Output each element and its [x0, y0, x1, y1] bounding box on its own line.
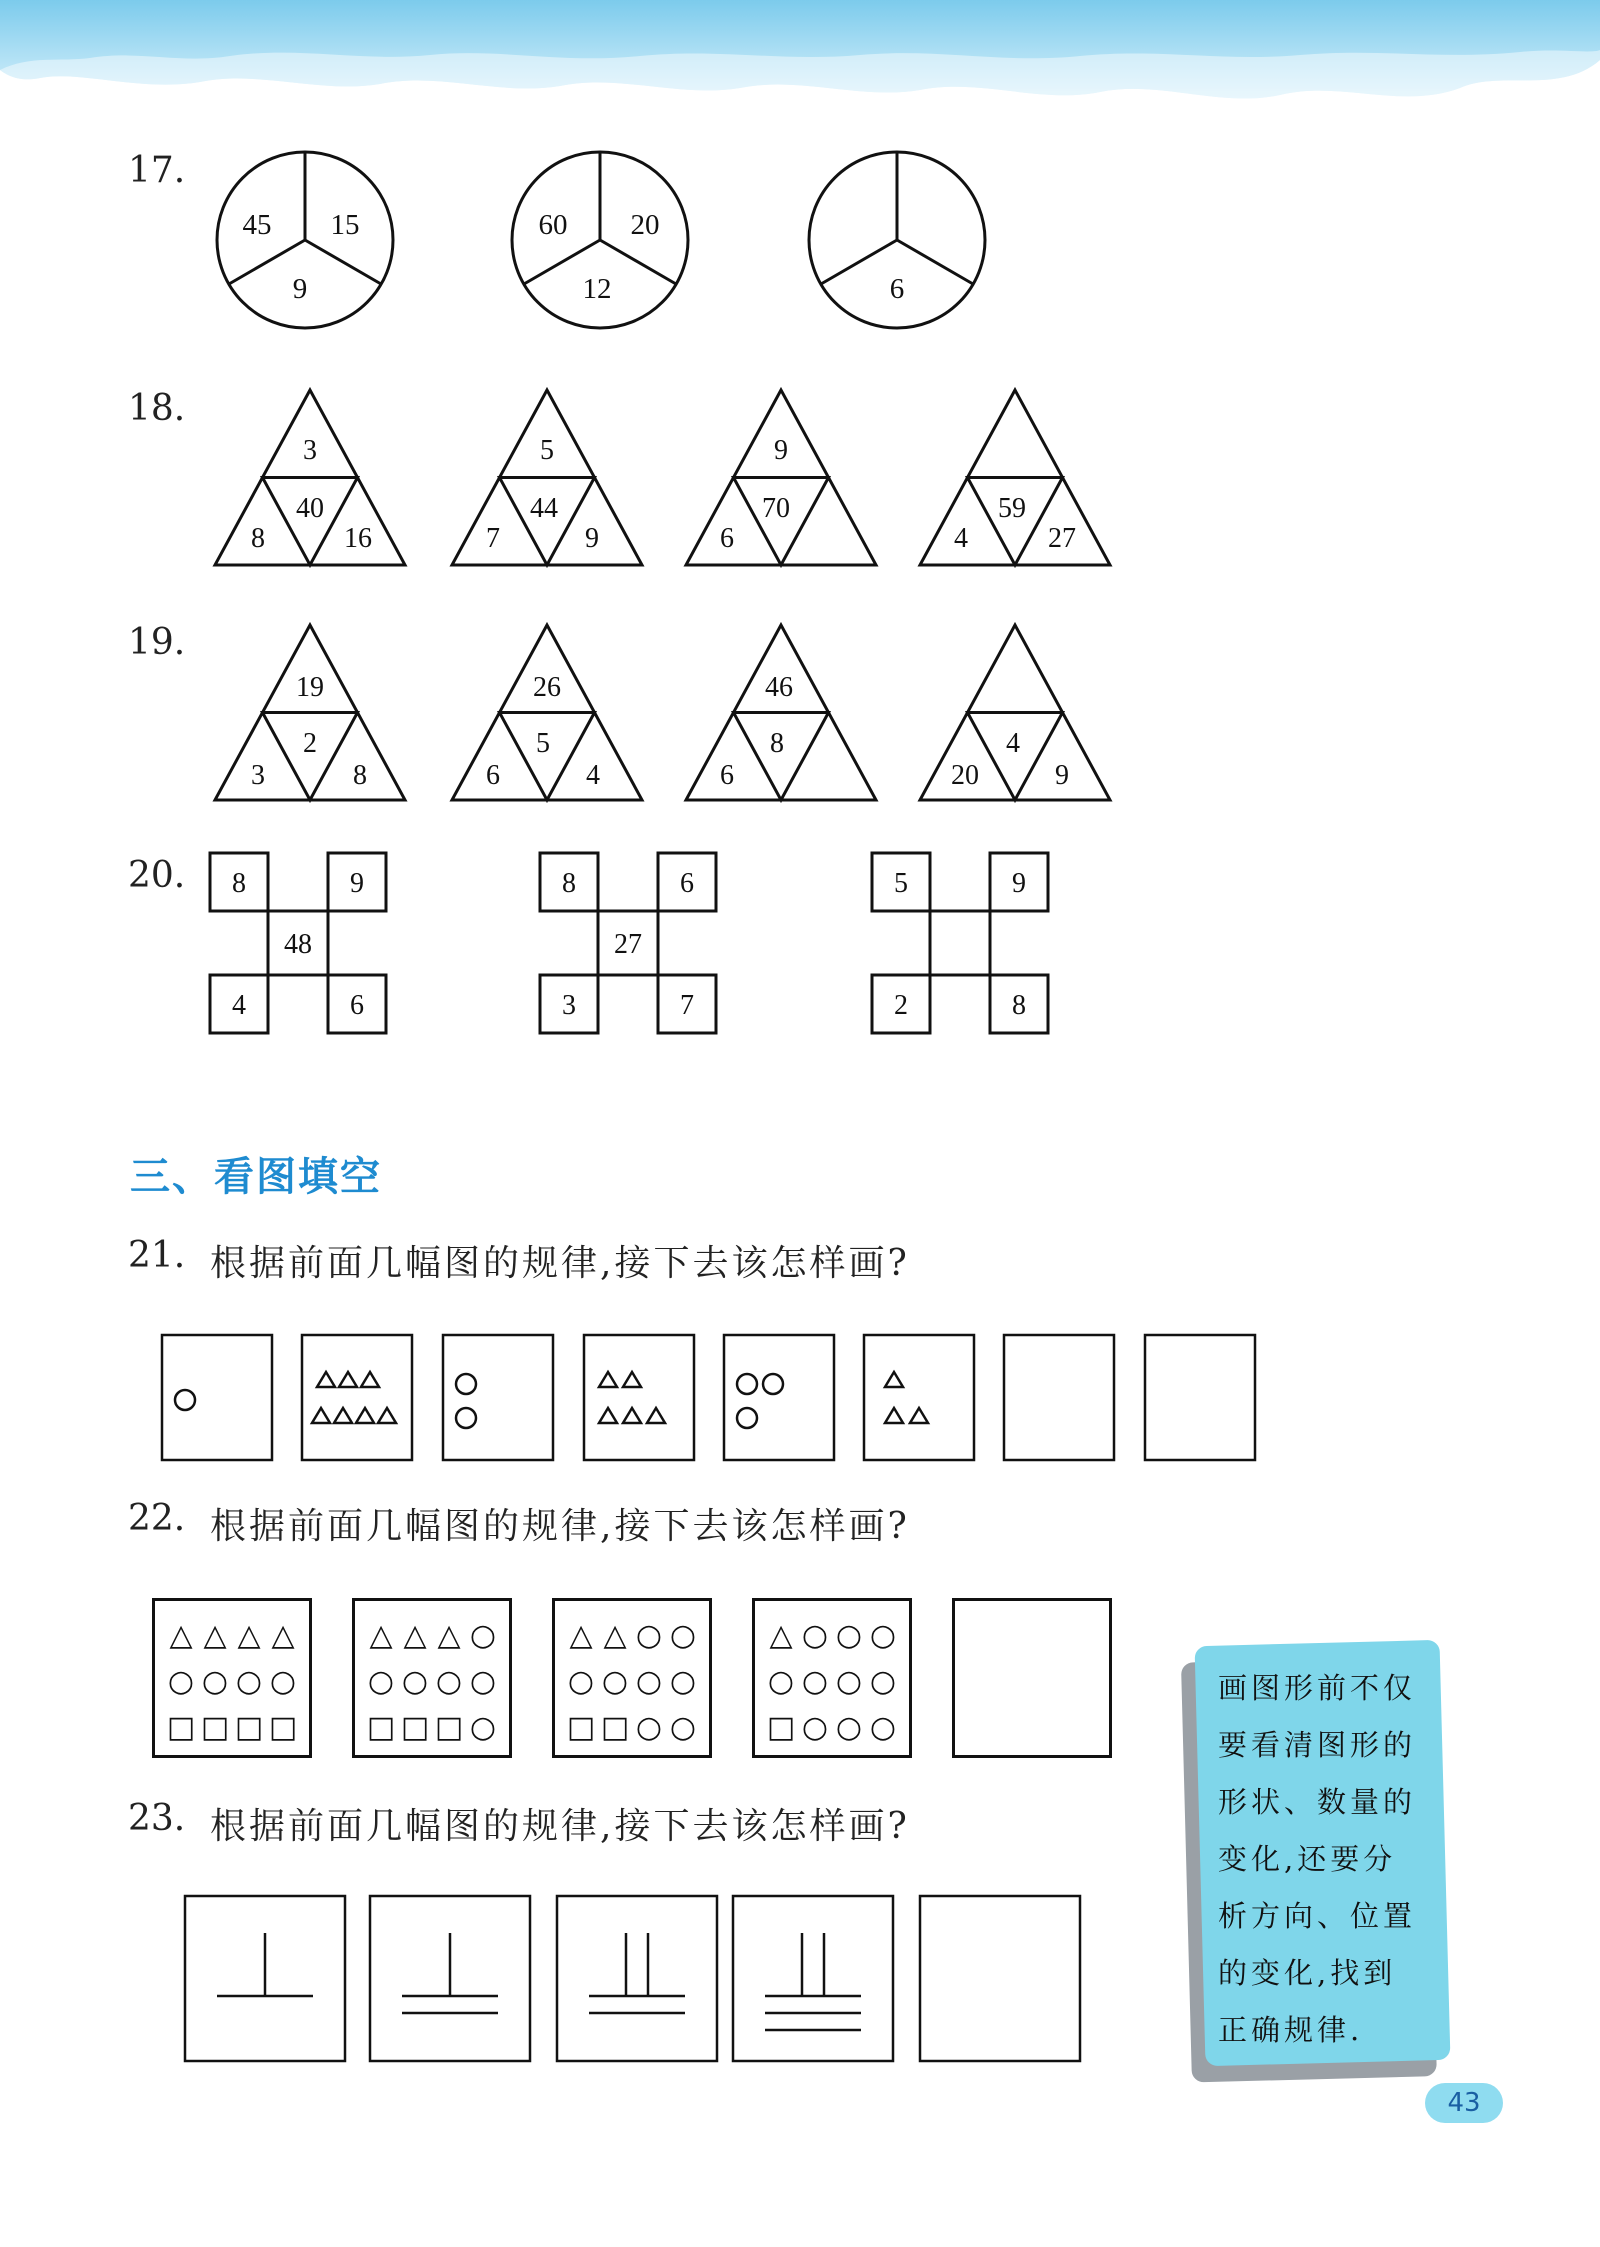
question-22-number: 22. — [128, 1498, 186, 1539]
q22-symbol: △ — [769, 1618, 793, 1653]
q22-symbol: ○ — [601, 1664, 629, 1699]
q22-panel — [552, 1598, 712, 1758]
q22-symbol: ○ — [269, 1664, 297, 1699]
q20-g3-tr: 9 — [1012, 868, 1026, 899]
q20-g2-tr: 6 — [680, 868, 694, 899]
tip-text — [1218, 1660, 1438, 2059]
q17-c2-left: 60 — [538, 209, 568, 241]
q22-symbol: □ — [400, 1710, 430, 1745]
question-23-number: 23. — [128, 1798, 186, 1839]
q22-symbol: ○ — [635, 1664, 663, 1699]
q17-c2-right: 20 — [630, 209, 660, 241]
q22-symbol: ○ — [669, 1664, 697, 1699]
q22-symbol: ○ — [201, 1664, 229, 1699]
q22-symbol: ○ — [167, 1664, 195, 1699]
q22-symbol: □ — [200, 1710, 230, 1745]
q17-c1-bottom: 9 — [292, 273, 308, 305]
q20-grid-puzzles — [200, 848, 1100, 1048]
q22-symbol: ○ — [669, 1710, 697, 1745]
section-title: 三、看图填空 — [130, 1154, 382, 1200]
q22-symbol-row — [355, 1705, 509, 1751]
q21-panel-1 — [162, 1335, 272, 1460]
q18-t2-top: 5 — [540, 435, 554, 466]
q22-symbol: △ — [437, 1618, 461, 1653]
q21-answer-box-2 — [1145, 1335, 1255, 1460]
q22-symbol-row — [755, 1705, 909, 1751]
q22-symbol: △ — [603, 1618, 627, 1653]
q18-t4-right: 27 — [1048, 523, 1076, 554]
q17-circle-puzzles — [195, 145, 1025, 345]
tip-line: 要看清图形的 — [1218, 1728, 1417, 1762]
q20-g2-br: 7 — [680, 990, 694, 1021]
q22-symbol: ○ — [367, 1664, 395, 1699]
q22-panel — [352, 1598, 512, 1758]
q18-triangle-4 — [920, 390, 1110, 565]
tip-line: 画图形前不仅 — [1218, 1671, 1417, 1705]
q21-panel-3 — [443, 1335, 553, 1460]
q22-symbol: ○ — [835, 1664, 863, 1699]
q23-panel-4 — [733, 1896, 893, 2061]
q22-symbol-row — [155, 1613, 309, 1659]
q21-panel-5 — [724, 1335, 834, 1460]
sky-header-decoration — [0, 0, 1600, 120]
q18-t2-center: 44 — [530, 493, 558, 524]
q18-t3-top: 9 — [774, 435, 788, 466]
q19-t1-center: 2 — [303, 728, 317, 759]
q20-g3-bl: 2 — [894, 990, 908, 1021]
question-17-number: 17. — [128, 150, 186, 191]
q22-symbol-row — [555, 1705, 709, 1751]
q22-symbol-row — [355, 1659, 509, 1705]
q22-symbol: ○ — [767, 1664, 795, 1699]
q22-symbol: □ — [166, 1710, 196, 1745]
question-22-text: 根据前面几幅图的规律,接下去该怎样画? — [210, 1506, 910, 1547]
q22-symbol: △ — [369, 1618, 393, 1653]
q22-symbol-row — [755, 1659, 909, 1705]
q22-symbol-row — [555, 1613, 709, 1659]
q17-c1-left: 45 — [242, 209, 272, 241]
q22-symbol: □ — [600, 1710, 630, 1745]
q19-triangle-2 — [452, 625, 642, 800]
q22-symbol: □ — [434, 1710, 464, 1745]
q21-panel-6 — [864, 1335, 974, 1460]
q19-t4-left: 20 — [951, 760, 979, 791]
question-21-text: 根据前面几幅图的规律,接下去该怎样画? — [210, 1243, 910, 1284]
tip-line: 析方向、位置 — [1218, 1899, 1417, 1933]
q18-t4-left: 4 — [954, 523, 968, 554]
question-18-number: 18. — [128, 388, 186, 429]
q19-triangle-3 — [686, 625, 876, 800]
q22-symbol: ○ — [835, 1710, 863, 1745]
question-21-number: 21. — [128, 1235, 186, 1276]
tip-line: 的变化,找到 — [1218, 1956, 1397, 1990]
q17-c1-right: 15 — [330, 209, 360, 241]
q18-triangle-3 — [686, 390, 876, 565]
q21-panel-2 — [302, 1335, 412, 1460]
q18-t1-top: 3 — [303, 435, 317, 466]
q22-symbol: ○ — [469, 1664, 497, 1699]
q22-symbol: △ — [203, 1618, 227, 1653]
q21-answer-box-1 — [1004, 1335, 1114, 1460]
q18-t3-center: 70 — [762, 493, 790, 524]
q18-t2-right: 9 — [585, 523, 599, 554]
q20-g2-tl: 8 — [562, 868, 576, 899]
q22-symbol: ○ — [801, 1618, 829, 1653]
q22-symbol: ○ — [869, 1664, 897, 1699]
q22-symbol-row — [755, 1613, 909, 1659]
q20-g1-center: 48 — [284, 929, 312, 960]
q22-symbol: ○ — [635, 1710, 663, 1745]
q22-symbol: ○ — [835, 1618, 863, 1653]
q23-answer-box — [920, 1896, 1080, 2061]
q19-t3-top: 46 — [765, 672, 793, 703]
q22-symbol-row — [155, 1705, 309, 1751]
q23-pattern-sequence — [180, 1893, 1085, 2068]
q22-symbol: ○ — [801, 1710, 829, 1745]
q18-t1-left: 8 — [251, 523, 265, 554]
q18-t4-center: 59 — [998, 493, 1026, 524]
q22-panel — [152, 1598, 312, 1758]
q19-t1-left: 3 — [251, 760, 265, 791]
q19-t4-center: 4 — [1006, 728, 1020, 759]
q17-c2-bottom: 12 — [582, 273, 612, 305]
q22-symbol: ○ — [801, 1664, 829, 1699]
q22-symbol: ○ — [401, 1664, 429, 1699]
page-number: 43 — [1425, 2083, 1503, 2123]
q18-t3-left: 6 — [720, 523, 734, 554]
tip-line: 变化,还要分 — [1218, 1842, 1397, 1876]
q18-triangle-2 — [452, 390, 642, 565]
tip-line: 形状、数量的 — [1218, 1785, 1417, 1819]
q22-symbol: △ — [169, 1618, 193, 1653]
q19-t2-top: 26 — [533, 672, 561, 703]
question-19-number: 19. — [128, 622, 186, 663]
q20-g1-bl: 4 — [232, 990, 246, 1021]
q17-c3-bottom: 6 — [889, 273, 905, 305]
question-20-number: 20. — [128, 855, 186, 896]
q22-symbol: □ — [766, 1710, 796, 1745]
q22-symbol: ○ — [567, 1664, 595, 1699]
q22-symbol: □ — [566, 1710, 596, 1745]
q21-panel-4 — [584, 1335, 694, 1460]
q22-symbol: □ — [234, 1710, 264, 1745]
q21-pattern-sequence — [155, 1330, 1265, 1470]
q19-t2-right: 4 — [586, 760, 600, 791]
q22-pattern-sequence — [152, 1595, 1127, 1765]
q22-symbol-row — [155, 1659, 309, 1705]
q23-panel-3 — [557, 1896, 717, 2061]
q18-t1-right: 16 — [344, 523, 372, 554]
q22-symbol: □ — [268, 1710, 298, 1745]
q19-t1-right: 8 — [353, 760, 367, 791]
q22-symbol: ○ — [435, 1664, 463, 1699]
q19-triangle-1 — [215, 625, 405, 800]
q19-t2-left: 6 — [486, 760, 500, 791]
q19-triangle-puzzles — [200, 620, 1130, 810]
q20-g1-tr: 9 — [350, 868, 364, 899]
q22-symbol: □ — [366, 1710, 396, 1745]
q19-t4-right: 9 — [1055, 760, 1069, 791]
q20-g2-bl: 3 — [562, 990, 576, 1021]
q22-symbol: ○ — [235, 1664, 263, 1699]
q18-triangle-1 — [215, 390, 405, 565]
q18-triangle-puzzles — [200, 385, 1130, 575]
q20-g2-center: 27 — [614, 929, 642, 960]
q19-t3-left: 6 — [720, 760, 734, 791]
q18-t1-center: 40 — [296, 493, 324, 524]
q19-triangle-4 — [920, 625, 1110, 800]
q19-t3-center: 8 — [770, 728, 784, 759]
q22-symbol: ○ — [469, 1618, 497, 1653]
q22-symbol-row — [555, 1659, 709, 1705]
q20-g3-tl: 5 — [894, 868, 908, 899]
q20-g3-br: 8 — [1012, 990, 1026, 1021]
q22-symbol: ○ — [635, 1618, 663, 1653]
q20-g1-tl: 8 — [232, 868, 246, 899]
q22-symbol: ○ — [869, 1618, 897, 1653]
q22-symbol: ○ — [669, 1618, 697, 1653]
q20-g1-br: 6 — [350, 990, 364, 1021]
q22-symbol: ○ — [869, 1710, 897, 1745]
question-23-text: 根据前面几幅图的规律,接下去该怎样画? — [210, 1806, 910, 1847]
q22-answer-box — [952, 1598, 1112, 1758]
q22-symbol-row — [355, 1613, 509, 1659]
q22-symbol: △ — [403, 1618, 427, 1653]
q22-symbol: ○ — [469, 1710, 497, 1745]
q22-symbol: △ — [237, 1618, 261, 1653]
q22-symbol: △ — [569, 1618, 593, 1653]
q19-t2-center: 5 — [536, 728, 550, 759]
q22-symbol: △ — [271, 1618, 295, 1653]
q18-t2-left: 7 — [486, 523, 500, 554]
q22-panel — [752, 1598, 912, 1758]
tip-line: 正确规律. — [1218, 2013, 1364, 2047]
q19-t1-top: 19 — [296, 672, 324, 703]
